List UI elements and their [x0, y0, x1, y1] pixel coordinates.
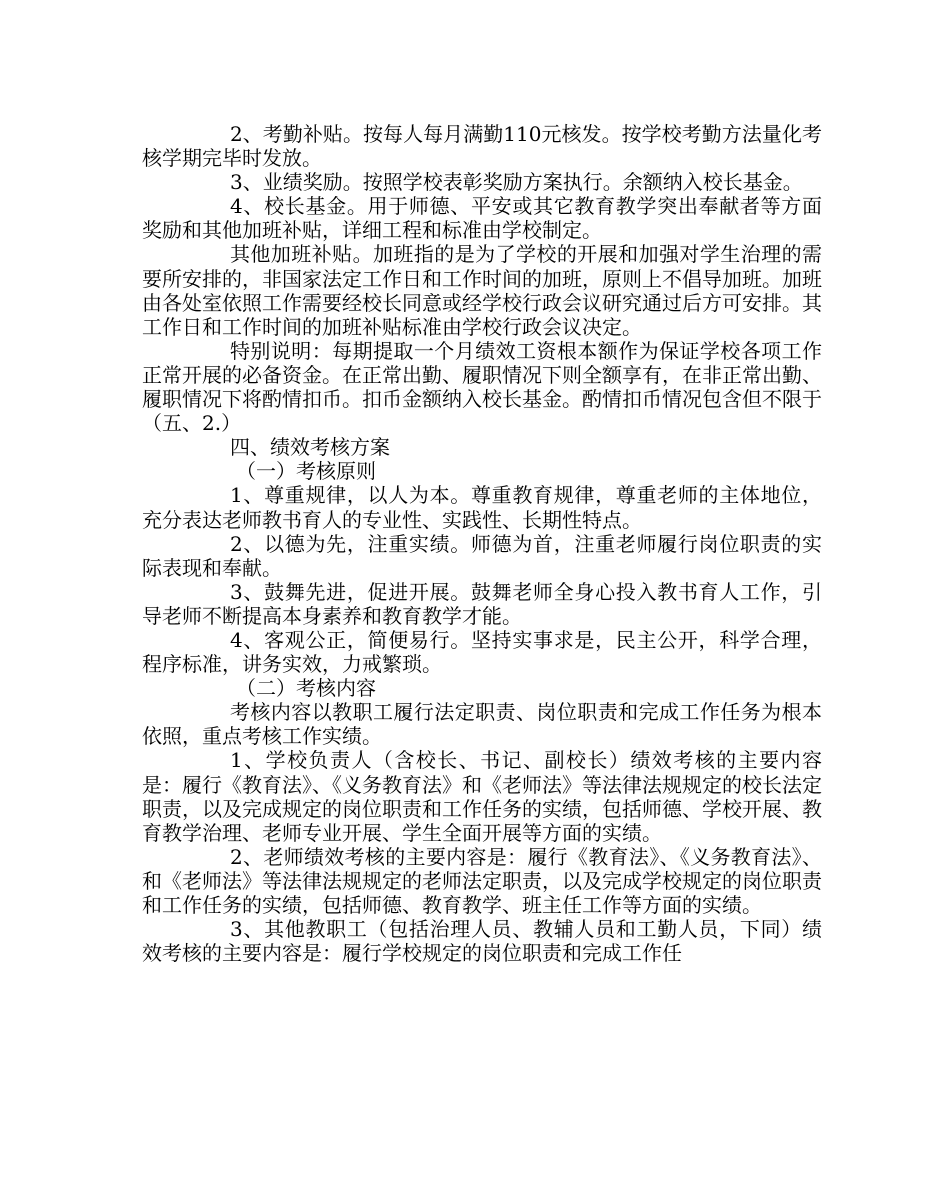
- paragraph-principle-3: 3、鼓舞先进，促进开展。鼓舞老师全身心投入教书育人工作，引导老师不断提高本身素养和教育教学才能。: [142, 579, 822, 628]
- paragraph-principle-4: 4、客观公正，简便易行。坚持实事求是，民主公开，科学合理，程序标准，讲务实效，力戒繁琐。: [142, 627, 822, 677]
- paragraph-content-3: 3、其他教职工（包括治理人员、教辅人员和工勤人员，下同）绩效考核的主要内容是：履行学校规定的岗位职责和完成工作任: [142, 917, 822, 966]
- subsection-heading-principles: （一）考核原则: [236, 459, 376, 484]
- paragraph-content-2: 2、老师绩效考核的主要内容是：履行《教育法》、《义务教育法》、和《老师法》等法律法规规定的老师法定职责，以及完成学校规定的岗位职责和工作任务的实绩，包括师德、教育教学、班主任工作等方面的实绩。: [142, 844, 822, 917]
- section-heading-assessment-plan: 四、绩效考核方案: [230, 435, 390, 460]
- paragraph-overtime-subsidy: 其他加班补贴。加班指的是为了学校的开展和加强对学生治理的需要所安排的，非国家法定工作日和工作时间的加班，原则上不倡导加班。加班由各处室依照工作需要经校长同意或经学校行政会议研究通过后方可安排。其工作日和工作时间的加班补贴标准由学校行政会议决定。: [142, 242, 822, 339]
- paragraph-content-intro: 考核内容以教职工履行法定职责、岗位职责和完成工作任务为根本依照，重点考核工作实绩。: [142, 700, 822, 749]
- paragraph-attendance-subsidy: 2、考勤补贴。按每人每月满勤110元核发。按学校考勤方法量化考核学期完毕时发放。: [142, 122, 822, 171]
- paragraph-content-1: 1、学校负责人（含校长、书记、副校长）绩效考核的主要内容是：履行《教育法》、《义务教育法》和《老师法》等法律法规规定的校长法定职责，以及完成规定的岗位职责和工作任务的实绩，包括师德、学校开展、教育教学治理、老师专业开展、学生全面开展等方面的实绩。: [142, 748, 822, 845]
- paragraph-principle-2: 2、以德为先，注重实绩。师德为首，注重老师履行岗位职责的实际表现和奉献。: [142, 531, 822, 580]
- document-page: [142, 122, 822, 965]
- paragraph-performance-reward: 3、业绩奖励。按照学校表彰奖励方案执行。余额纳入校长基金。: [230, 170, 803, 195]
- paragraph-principal-fund: 4、校长基金。用于师德、平安或其它教育教学突出奉献者等方面奖励和其他加班补贴，详细工程和标准由学校制定。: [142, 194, 822, 243]
- paragraph-special-note: 特别说明：每期提取一个月绩效工资根本额作为保证学校各项工作正常开展的必备资金。在正常出勤、履职情况下则全额享有，在非正常出勤、履职情况下将酌情扣币。扣币金额纳入校长基金。酌情扣币情况包含但不限于（五、2.）: [142, 338, 822, 436]
- paragraph-principle-1: 1、尊重规律，以人为本。尊重教育规律，尊重老师的主体地位，充分表达老师教书育人的专业性、实践性、长期性特点。: [142, 483, 822, 532]
- subsection-heading-content: （二）考核内容: [236, 676, 376, 701]
